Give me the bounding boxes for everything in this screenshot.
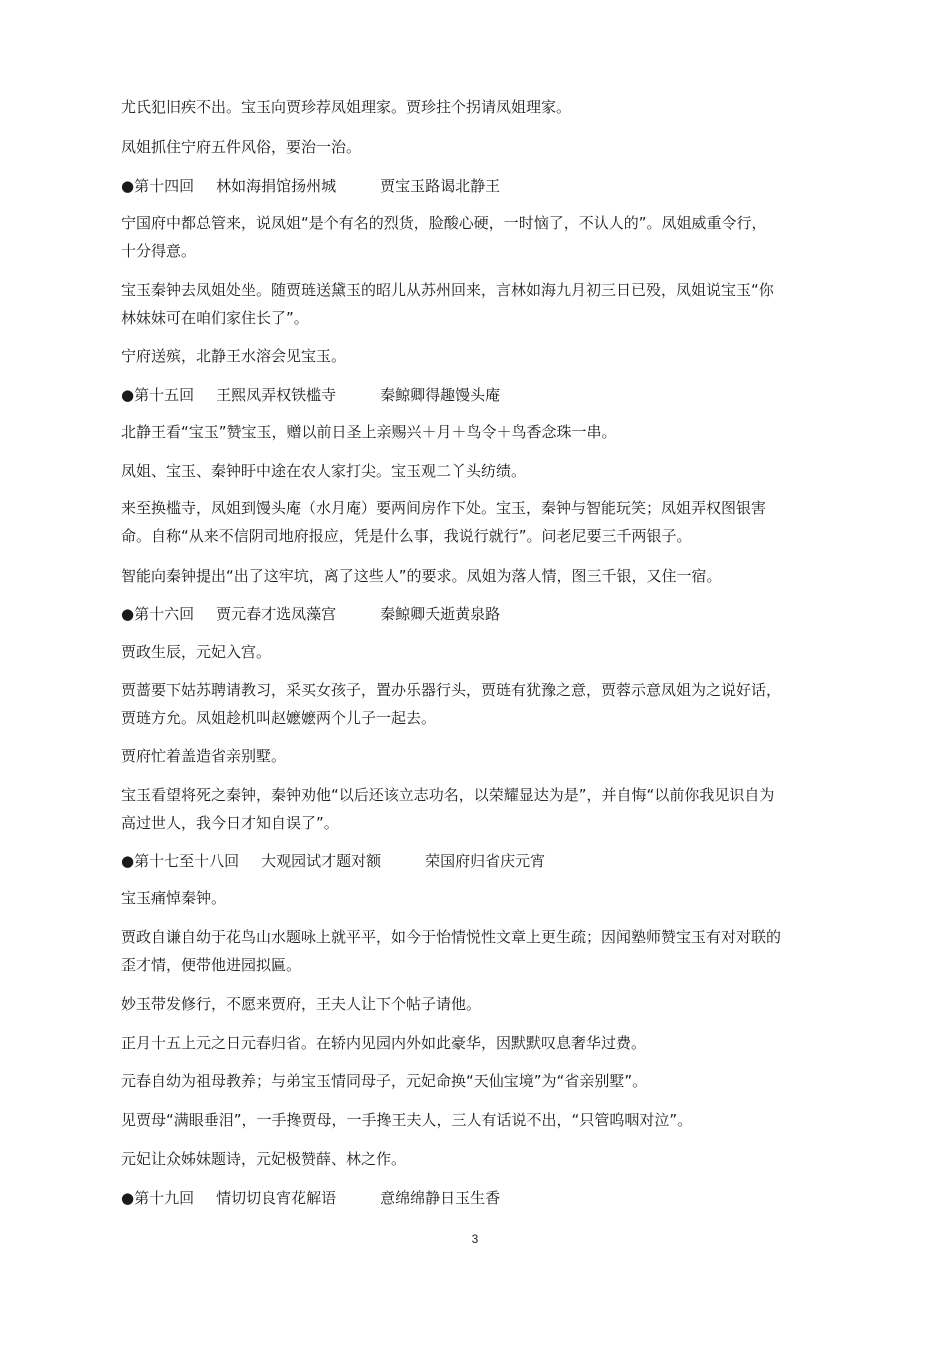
page-number: 3 <box>471 1232 479 1246</box>
chapter-title-second: 秦鲸卿夭逝黄泉路 <box>380 605 501 623</box>
paragraph: 宁国府中都总管来，说凤姐“是个有名的烈货，脸酸心硬，一时恼了，不认人的”。凤姐威重令行，十分得意。 <box>121 214 767 260</box>
chapter-number: 第十六回 <box>134 605 195 623</box>
chapter-title-second: 贾宝玉路谒北静王 <box>380 177 501 195</box>
chapter-title-second: 荣国府归省庆元宵 <box>425 852 546 870</box>
bullet-icon: ● <box>121 386 135 404</box>
bullet-icon: ● <box>121 177 135 195</box>
chapter-heading <box>121 381 781 409</box>
paragraph: 贾政自谦自幼于花鸟山水题咏上就平平，如今于怡情悦性文章上更生疏；因闻塾师赞宝玉有对对联的歪才情，便带他进园拟匾。 <box>121 928 782 974</box>
bullet-icon: ● <box>121 852 135 870</box>
paragraph: 宝玉痛悼秦钟。 <box>121 889 227 907</box>
paragraph: 元春自幼为祖母教养；与弟宝玉情同母子，元妃命换“天仙宝境”为“省亲别墅”。 <box>121 1072 648 1090</box>
chapter-number: 第十九回 <box>134 1189 195 1207</box>
paragraph: 宝玉看望将死之秦钟，秦钟劝他“以后还该立志功名，以荣耀显达为是”，并自悔“以前你我见识自为高过世人，我今日才知自误了”。 <box>121 786 775 832</box>
paragraph: 凤姐、宝玉、秦钟盱中途在农人家打尖。宝玉观二丫头纺绩。 <box>121 462 527 480</box>
paragraph: 贾蔷要下姑苏聘请教习，采买女孩子，置办乐器行头，贾琏有犹豫之意，贾蓉示意凤姐为之说好话，贾琏方允。凤姐趁机叫赵嬷嬷两个儿子一起去。 <box>121 681 782 727</box>
paragraph: 贾府忙着盖造省亲别墅。 <box>121 747 287 765</box>
chapter-title-first: 王熙凤弄权铁槛寺 <box>216 386 337 404</box>
chapter-heading <box>121 847 781 875</box>
chapter-number: 第十四回 <box>134 177 195 195</box>
chapter-title-first: 贾元春才选凤藻宫 <box>216 605 337 623</box>
paragraph: 正月十五上元之日元春归省。在轿内见园内外如此豪华，因默默叹息奢华过费。 <box>121 1034 647 1052</box>
paragraph: 凤姐抓住宁府五件风俗，要治一治。 <box>121 138 362 156</box>
bullet-icon: ● <box>121 605 135 623</box>
paragraph: 见贾母“满眼垂泪”，一手搀贾母，一手搀王夫人，三人有话说不出，“只管呜咽对泣”。 <box>121 1111 693 1129</box>
paragraph: 妙玉带发修行，不愿来贾府，王夫人让下个帖子请他。 <box>121 995 482 1013</box>
paragraph: 北静王看“宝玉”赞宝玉，赠以前日圣上亲赐兴＋月＋鸟令＋鸟香念珠一串。 <box>121 423 617 441</box>
chapter-title-first: 林如海捐馆扬州城 <box>216 177 337 195</box>
paragraph: 贾政生辰，元妃入宫。 <box>121 643 272 661</box>
chapter-title-second: 意绵绵静日玉生香 <box>380 1189 501 1207</box>
chapter-heading <box>121 600 781 628</box>
paragraph: 元妃让众姊妹题诗，元妃极赞薛、林之作。 <box>121 1150 407 1168</box>
paragraph: 宁府送殡，北静王水溶会见宝玉。 <box>121 347 347 365</box>
bullet-icon: ● <box>121 1189 135 1207</box>
paragraph: 宝玉秦钟去凤姐处坐。随贾琏送黛玉的昭儿从苏州回来，言林如海九月初三日已殁，凤姐说宝玉“你林妹妹可在咱们家住长了”。 <box>121 281 774 327</box>
chapter-title-second: 秦鲸卿得趣馒头庵 <box>380 386 501 404</box>
chapter-heading <box>121 172 781 200</box>
chapter-title-first: 情切切良宵花解语 <box>216 1189 337 1207</box>
paragraph: 尤氏犯旧疾不出。宝玉向贾珍荐凤姐理家。贾珍拄个拐请凤姐理家。 <box>121 98 572 116</box>
paragraph: 来至换槛寺，凤姐到馒头庵（水月庵）要两间房作下处。宝玉，秦钟与智能玩笑；凤姐弄权图银害命。自称“从来不信阴司地府报应，凭是什么事，我说行就行”。问老尼要三千两银子。 <box>121 499 767 545</box>
chapter-number: 第十七至十八回 <box>134 852 240 870</box>
paragraph: 智能向秦钟提出“出了这牢坑，离了这些人”的要求。凤姐为落人情，图三千银，又住一宿。 <box>121 567 722 585</box>
chapter-number: 第十五回 <box>134 386 195 404</box>
chapter-heading <box>121 1184 781 1212</box>
chapter-title-first: 大观园试才题对额 <box>261 852 382 870</box>
